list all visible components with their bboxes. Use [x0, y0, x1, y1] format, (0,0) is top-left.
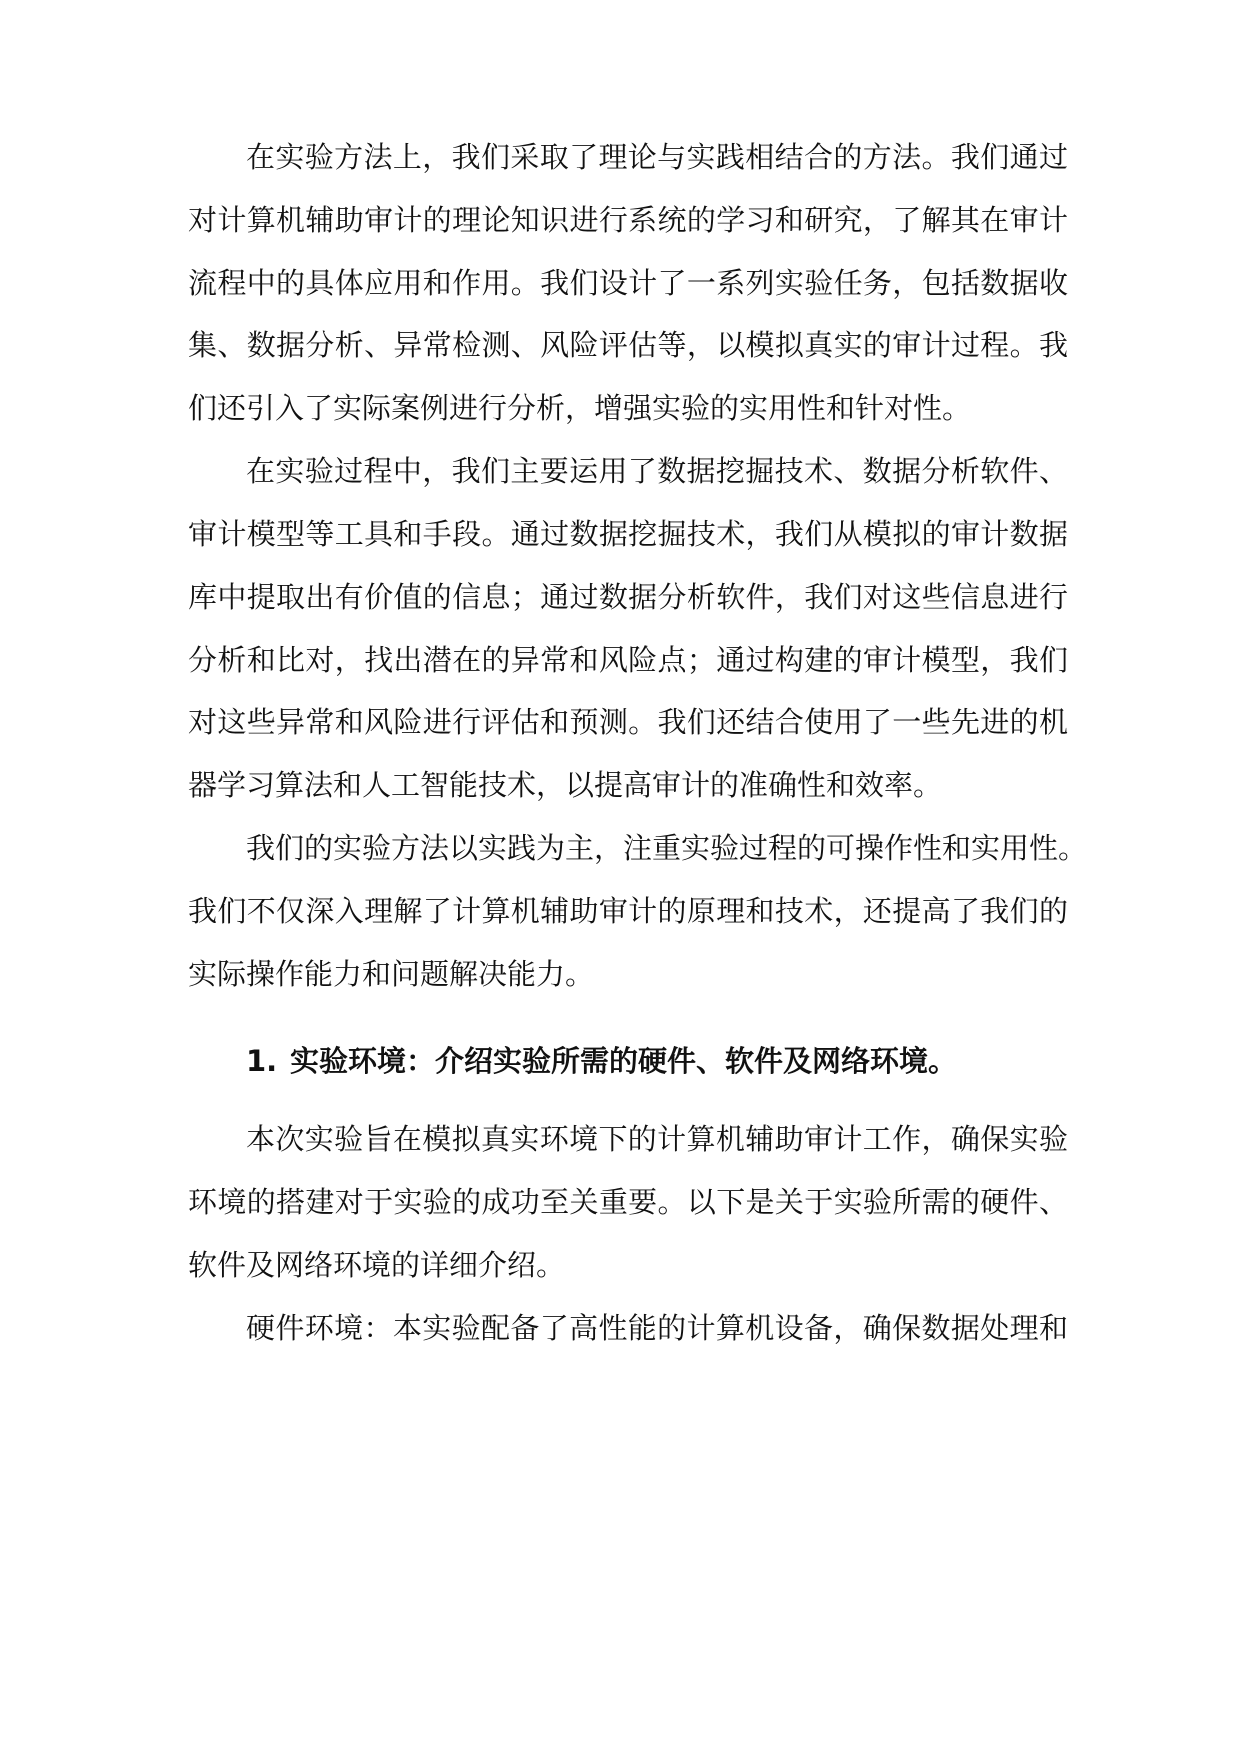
- paragraph-3-line-1: 我们的实验方法以实践为主，注重实验过程的可操作性和实用性。: [246, 831, 1088, 865]
- paragraph-1-line-3: 流程中的具体应用和作用。我们设计了一系列实验任务，包括数据收: [188, 266, 1068, 300]
- paragraph-2-line-4: 分析和比对，找出潜在的异常和风险点；通过构建的审计模型，我们: [188, 643, 1068, 677]
- paragraph-2-line-2: 审计模型等工具和手段。通过数据挖掘技术，我们从模拟的审计数据: [188, 517, 1068, 551]
- paragraph-1-line-1: 在实验方法上，我们采取了理论与实践相结合的方法。我们通过: [246, 140, 1068, 174]
- paragraph-2-line-1: 在实验过程中，我们主要运用了数据挖掘技术、数据分析软件、: [246, 454, 1068, 488]
- paragraph-4-line-2: 环境的搭建对于实验的成功至关重要。以下是关于实验所需的硬件、: [188, 1185, 1068, 1219]
- paragraph-3-line-3: 实际操作能力和问题解决能力。: [188, 957, 595, 991]
- section-heading-text: 实验环境：介绍实验所需的硬件、软件及网络环境。: [290, 1044, 958, 1078]
- paragraph-4-line-3: 软件及网络环境的详细介绍。: [188, 1248, 566, 1282]
- paragraph-5-line-1: 硬件环境：本实验配备了高性能的计算机设备，确保数据处理和: [246, 1311, 1068, 1345]
- section-heading-number: 1.: [246, 1044, 278, 1078]
- paragraph-1-line-4: 集、数据分析、异常检测、风险评估等，以模拟真实的审计过程。我: [188, 328, 1068, 362]
- paragraph-1-line-5: 们还引入了实际案例进行分析，增强实验的实用性和针对性。: [188, 391, 972, 425]
- section-heading: [246, 1041, 957, 1081]
- paragraph-2-line-5: 对这些异常和风险进行评估和预测。我们还结合使用了一些先进的机: [188, 705, 1068, 739]
- paragraph-2-line-6: 器学习算法和人工智能技术，以提高审计的准确性和效率。: [188, 768, 943, 802]
- paragraph-1-line-2: 对计算机辅助审计的理论知识进行系统的学习和研究，了解其在审计: [188, 203, 1068, 237]
- paragraph-2-line-3: 库中提取出有价值的信息；通过数据分析软件，我们对这些信息进行: [188, 580, 1068, 614]
- paragraph-4-line-1: 本次实验旨在模拟真实环境下的计算机辅助审计工作，确保实验: [246, 1122, 1068, 1156]
- paragraph-3-line-2: 我们不仅深入理解了计算机辅助审计的原理和技术，还提高了我们的: [188, 894, 1068, 928]
